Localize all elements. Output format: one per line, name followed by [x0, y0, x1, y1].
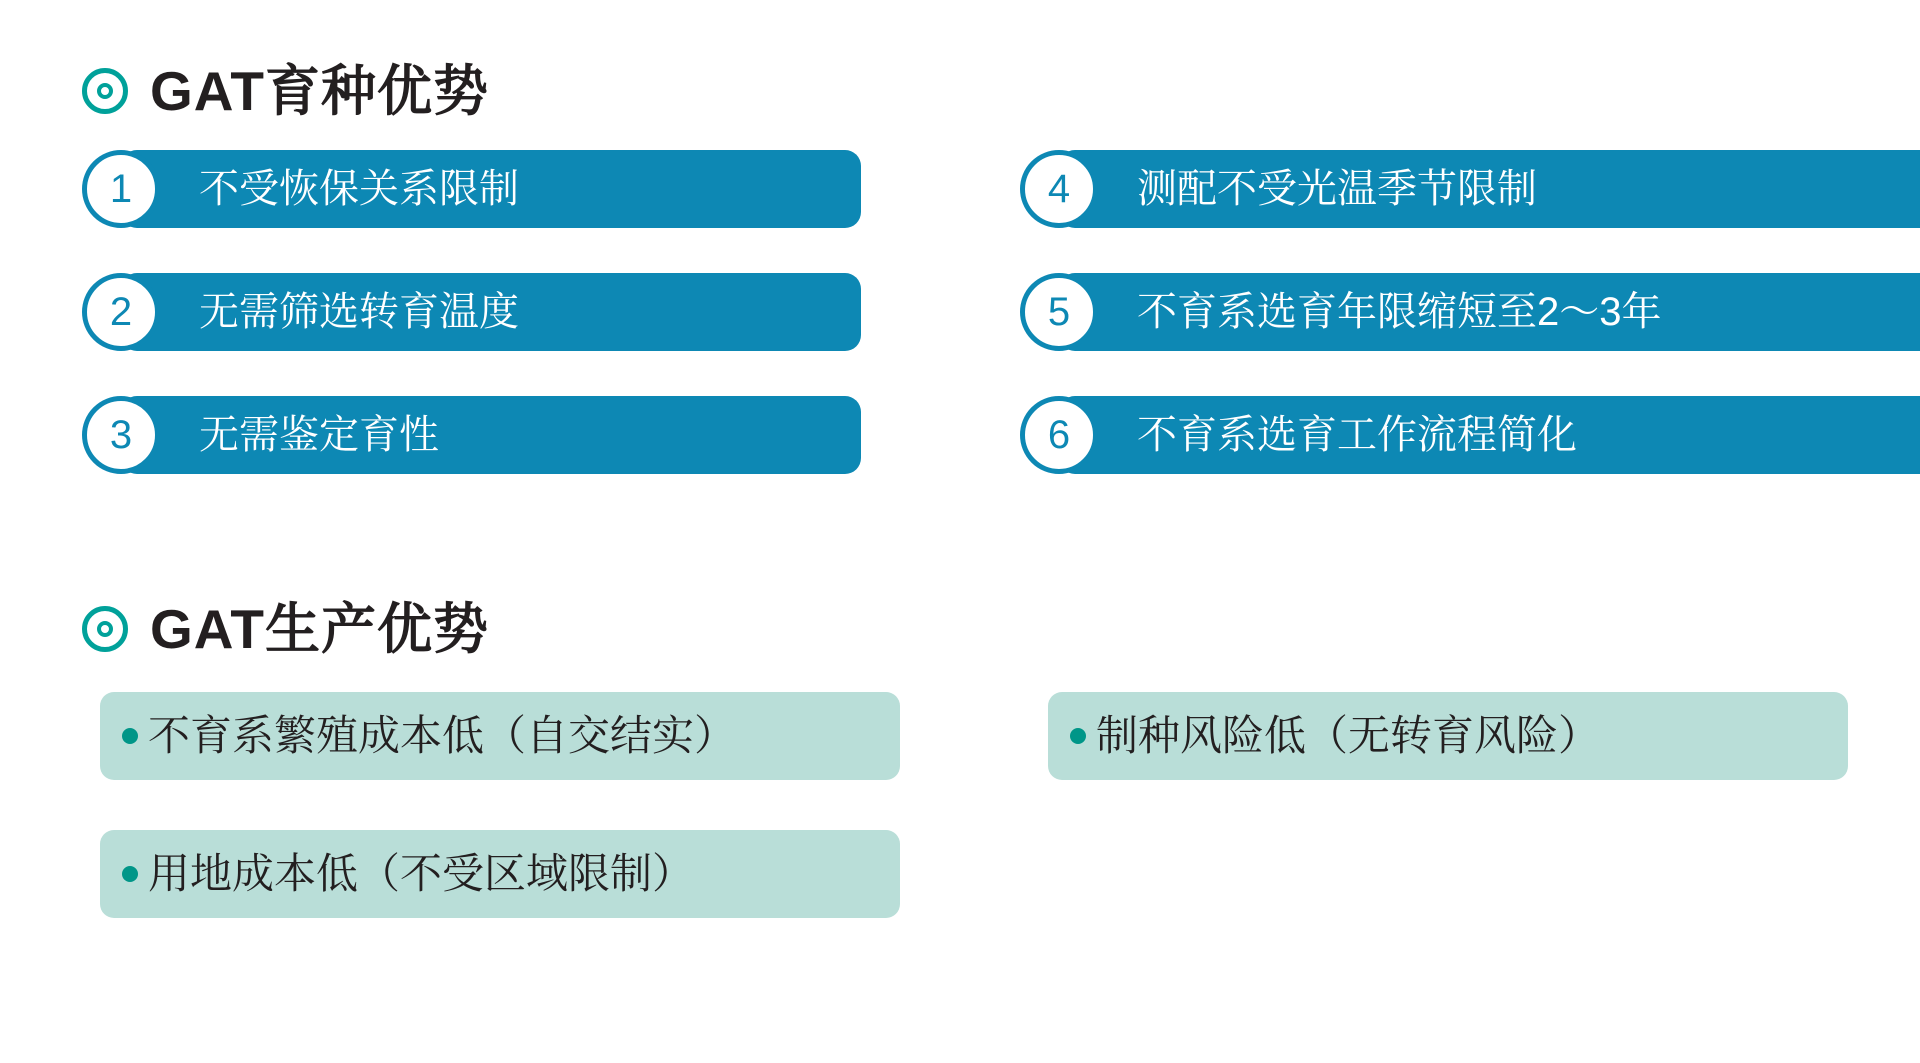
list-item[interactable] [1020, 396, 1920, 474]
item-label: 不育系繁殖成本低（自交结实） [148, 712, 737, 759]
bullet-dot-icon [122, 866, 138, 882]
section-header-production [0, 590, 1920, 668]
item-label: 不育系选育工作流程简化 [1137, 413, 1577, 457]
item-bar [121, 150, 861, 228]
item-number-badge: 1 [82, 150, 160, 228]
list-item[interactable] [1048, 692, 1848, 780]
production-advantage-list [0, 692, 1920, 932]
item-label: 测配不受光温季节限制 [1137, 167, 1537, 211]
list-item[interactable] [82, 396, 861, 474]
section-breeding-advantages [0, 52, 1920, 480]
item-bar [121, 396, 861, 474]
item-number-badge: 6 [1020, 396, 1098, 474]
item-bar [1059, 273, 1920, 351]
item-label: 无需筛选转育温度 [199, 290, 519, 334]
breeding-advantage-list [0, 150, 1920, 480]
item-bar [1059, 396, 1920, 474]
list-item[interactable] [82, 150, 861, 228]
target-ring-icon [82, 606, 128, 652]
item-label: 不育系选育年限缩短至2～3年 [1137, 290, 1662, 334]
list-item[interactable] [1020, 150, 1920, 228]
item-bar [121, 273, 861, 351]
page-title-breeding: GAT育种优势 [150, 59, 490, 122]
item-number-badge: 2 [82, 273, 160, 351]
item-number-badge: 5 [1020, 273, 1098, 351]
section-production-advantages [0, 590, 1920, 932]
section-header-breeding [0, 52, 1920, 130]
list-item[interactable] [100, 692, 900, 780]
page-title-production: GAT生产优势 [150, 597, 490, 660]
item-label: 制种风险低（无转育风险） [1096, 712, 1601, 759]
item-label: 不受恢保关系限制 [199, 167, 519, 211]
list-item[interactable] [100, 830, 900, 918]
target-ring-icon [82, 68, 128, 114]
item-number-badge: 3 [82, 396, 160, 474]
list-item[interactable] [1020, 273, 1920, 351]
item-label: 无需鉴定育性 [199, 413, 439, 457]
item-label: 用地成本低（不受区域限制） [148, 850, 695, 897]
item-bar [1059, 150, 1920, 228]
list-item[interactable] [82, 273, 861, 351]
bullet-dot-icon [122, 728, 138, 744]
bullet-dot-icon [1070, 728, 1086, 744]
item-number-badge: 4 [1020, 150, 1098, 228]
